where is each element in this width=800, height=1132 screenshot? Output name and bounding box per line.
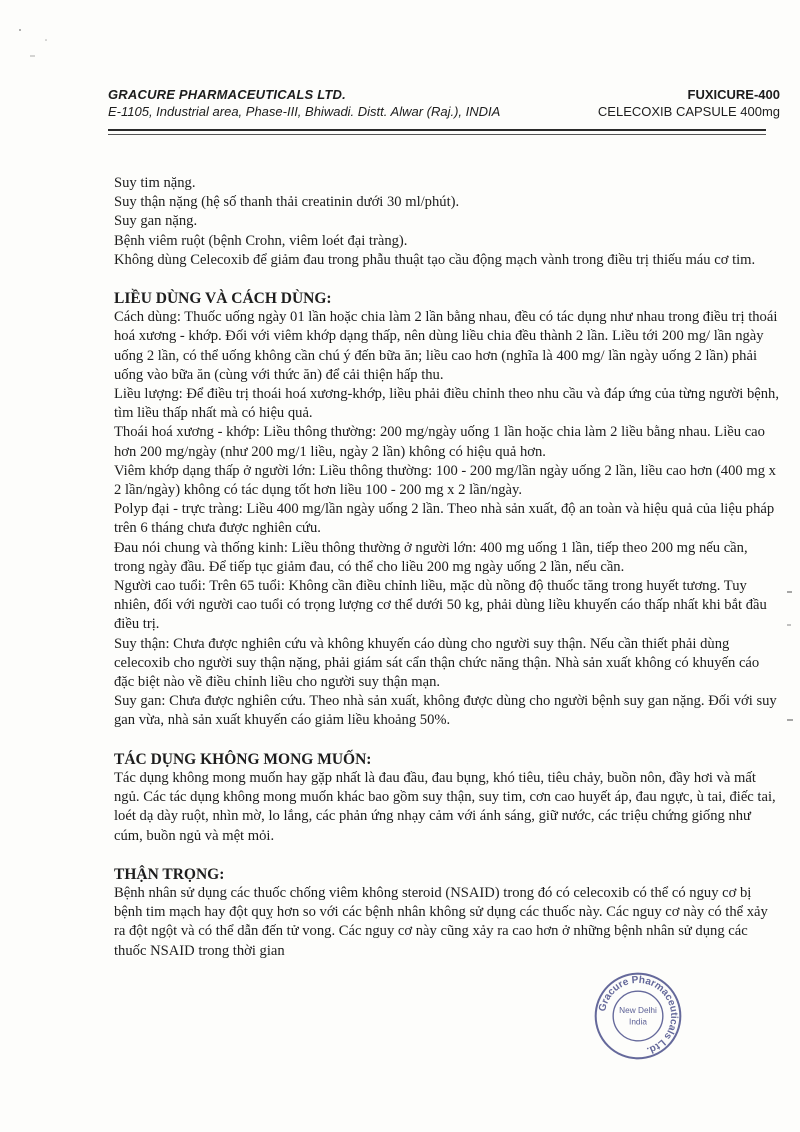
- company-address: E-1105, Industrial area, Phase-III, Bhiwadi. Distt. Alwar (Raj.), INDIA: [108, 104, 501, 119]
- dosage-paragraph: Thoái hoá xương - khớp: Liều thông thường: 200 mg/ngày uống 1 lần hoặc chia làm 2 liều bằng nhau. Liều cao hơn 200 mg/ngày (như 200 mg/1 liều, ngày 2 lần) không có hiệu quả hơn.: [114, 424, 765, 460]
- company-block: [108, 86, 500, 120]
- product-block: [598, 86, 780, 120]
- svg-text:Gracure Pharmaceuticals Ltd.: Gracure Pharmaceuticals Ltd.: [597, 974, 680, 1056]
- dosage-paragraph: Liều lượng: Để điều trị thoái hoá xương-khớp, liều phải điều chỉnh theo nhu cầu và đáp ứng của từng người bệnh, tìm liều thấp nhất mà có hiệu quả.: [114, 386, 779, 422]
- side-effects-heading: TÁC DỤNG KHÔNG MONG MUỐN:: [114, 750, 372, 768]
- header-divider: [108, 129, 766, 131]
- dosage-paragraph: Người cao tuổi: Trên 65 tuổi: Không cần điều chỉnh liều, mặc dù nồng độ thuốc tăng trong huyết tương. Tuy nhiên, đối với người cao tuổi có trọng lượng cơ thể dưới 50 kg, phải dùng liều khuyến cáo thấp nhất khi bắt đầu điều trị.: [114, 578, 767, 633]
- dosage-paragraph: Polyp đại - trực tràng: Liều 400 mg/lần ngày uống 2 lần. Theo nhà sản xuất, độ an toàn và hiệu quả của liệu pháp trên 6 tháng chưa được nghiên cứu.: [114, 501, 775, 537]
- svg-text:India: India: [629, 1017, 647, 1027]
- precautions-paragraph: Bệnh nhân sử dụng các thuốc chống viêm không steroid (NSAID) trong đó có celecoxib có thể có nguy cơ bị bệnh tim mạch hay đột quỵ hơn so với các bệnh nhân không sử dụng các thuốc này. Các nguy cơ này có thể xảy ra đột ngột và có thể dẫn đến tử vong. Các nguy cơ này cũng xảy ra cao hơn ở những bệnh nhân sử dụng các thuốc NSAID trong thời gian: [114, 884, 768, 959]
- contraindication-line: Bệnh viêm ruột (bệnh Crohn, viêm loét đại tràng).: [114, 232, 408, 249]
- precautions-heading: THẬN TRỌNG:: [114, 865, 225, 883]
- product-name: FUXICURE-400: [687, 87, 780, 102]
- dosage-paragraph: Viêm khớp dạng thấp ở người lớn: Liều thông thường: 100 - 200 mg/lần ngày uống 2 lần, liều cao hơn (400 mg x 2 lần/ngày) không có tác dụng tốt hơn liều 100 - 200 mg x 2 lần/ngày.: [114, 462, 776, 499]
- document-body: [114, 174, 780, 961]
- dosage-paragraph: Đau nói chung và thống kinh: Liều thông thường ở người lớn: 400 mg uống 1 lần, tiếp theo 200 mg nếu cần, trong ngày đầu. Để tiếp tục giảm đau, có thể cho liều 200 mg ngày uống 2 lần, nếu cần.: [114, 539, 748, 575]
- contraindication-line: Suy thận nặng (hệ số thanh thải creatinin dưới 30 ml/phút).: [114, 194, 460, 211]
- company-seal-stamp: [592, 970, 684, 1062]
- dosage-paragraph: Suy gan: Chưa được nghiên cứu. Theo nhà sản xuất, không được dùng cho người bệnh suy gan nặng. Đối với suy gan vừa, nhà sản xuất khuyến cáo giảm liều khoảng 50%.: [114, 693, 777, 729]
- company-name: GRACURE PHARMACEUTICALS LTD.: [108, 87, 346, 102]
- dosage-paragraph: Suy thận: Chưa được nghiên cứu và không khuyến cáo dùng cho người suy thận. Nếu cần thiết phải dùng celecoxib cho người suy thận nặng, phải giám sát cẩn thận chức năng thận. Nhà sản xuất không có khuyến cáo đặc biệt nào về điều chỉnh liều cho người suy thận mạn.: [114, 635, 760, 691]
- header-divider-thin: [108, 134, 766, 135]
- contraindication-line: Suy gan nặng.: [114, 213, 198, 230]
- contraindication-line: Không dùng Celecoxib để giảm đau trong phẫu thuật tạo cầu động mạch vành trong điều trị thiếu máu cơ tim.: [114, 251, 756, 268]
- side-effects-paragraph: Tác dụng không mong muốn hay gặp nhất là đau đầu, đau bụng, khó tiêu, tiêu chảy, buồn nôn, đầy hơi và mất ngủ. Các tác dụng không mong muốn khác bao gồm suy thận, suy tim, cơn cao huyết áp, đau ngực, ù tai, điếc tai, loét dạ dày ruột, nhìn mờ, lo lắng, các phản ứng nhạy cảm với ánh sáng, giữ nước, các triệu chứng giống như cúm, buồn ngủ và mệt mỏi.: [114, 769, 776, 844]
- product-description: CELECOXIB CAPSULE 400mg: [597, 104, 780, 119]
- svg-text:New Delhi: New Delhi: [619, 1006, 657, 1016]
- dosage-paragraph: Cách dùng: Thuốc uống ngày 01 lần hoặc chia làm 2 lần bằng nhau, đều có tác dụng như nhau trong điều trị thoái hoá xương - khớp. Đối với viêm khớp dạng thấp, nên dùng liều chia đều thành 2 lần. Liều tới 200 mg/ lần ngày uống 2 lần, có thể uống không cần chú ý đến bữa ăn; liều cao hơn (nghĩa là 400 mg/ lần ngày uống 2 lần) phải uống vào bữa ăn (cùng với thức ăn) để cải thiện hấp thu.: [114, 309, 778, 383]
- contraindication-line: Suy tim nặng.: [114, 175, 196, 191]
- dosage-heading: LIỀU DÙNG VÀ CÁCH DÙNG:: [114, 290, 332, 308]
